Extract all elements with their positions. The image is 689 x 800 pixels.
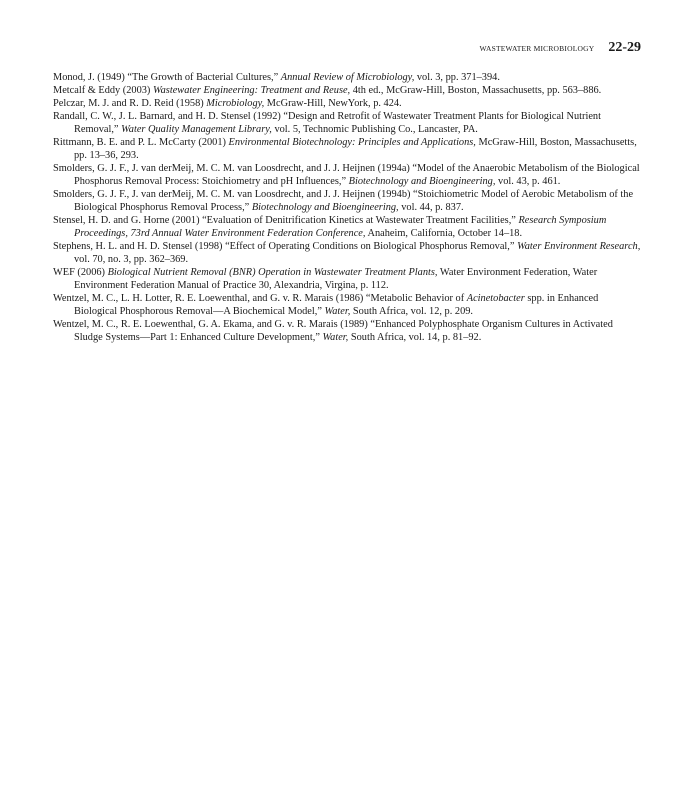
reference-text: Wentzel, M. C., R. E. Loewenthal, G. A. Ekama, and G. v. R. Marais (1989) “Enhanced Polyphosphate Organism Cultures in Activated Sludge Systems—Part 1: Enhanced Culture Development,” <box>53 319 613 343</box>
reference-italic-text: Water, <box>324 306 351 317</box>
reference-italic-text: Microbiology, <box>206 98 265 109</box>
reference-italic-text: Water, <box>322 332 349 343</box>
reference-text: vol. 43, p. 461. <box>495 176 561 187</box>
page-number: 22-29 <box>608 40 641 55</box>
reference-text: 4th ed., McGraw-Hill, Boston, Massachusetts, pp. 563–886. <box>350 85 602 96</box>
reference-italic-text: Annual Review of Microbiology, <box>280 72 415 83</box>
reference-italic-text: Wastewater Engineering: Treatment and Reuse, <box>152 85 351 96</box>
reference-text: South Africa, vol. 14, p. 81–92. <box>348 332 482 343</box>
reference-text: Stensel, H. D. and G. Horne (2001) “Evaluation of Denitrification Kinetics at Wastewater Treatment Facilities,” <box>53 215 519 226</box>
reference-text: Anaheim, California, October 14–18. <box>365 228 523 239</box>
reference-entry <box>53 136 643 162</box>
reference-text: Smolders, G. J. F., J. van derMeij, M. C. M. van Loosdrecht, and J. J. Heijnen (1994b) “Stoichiometric Model of Aerobic Metabolism of the Biological Phosphorus Removal Process,” <box>53 189 634 213</box>
reference-entry <box>53 292 643 318</box>
reference-italic-text: Biotechnology and Bioengineering, <box>251 202 399 213</box>
reference-entry <box>53 318 643 344</box>
reference-entry <box>53 110 643 136</box>
running-head: WASTEWATER MICROBIOLOGY <box>479 44 595 53</box>
reference-list <box>53 71 643 344</box>
reference-italic-text: Water Quality Management Library, <box>121 124 272 135</box>
reference-text: South Africa, vol. 12, p. 209. <box>350 306 473 317</box>
reference-text: spp. in Enhanced Biological Phosphorous Removal—A Biochemical Model,” <box>74 293 599 317</box>
reference-text: Stephens, H. L. and H. D. Stensel (1998) “Effect of Operating Conditions on Biological Phosphorus Removal,” <box>53 241 518 252</box>
reference-entry <box>53 97 643 110</box>
reference-entry <box>53 188 643 214</box>
reference-text: Monod, J. (1949) “The Growth of Bacterial Cultures,” <box>53 72 281 83</box>
reference-text: Wentzel, M. C., L. H. Lotter, R. E. Loewenthal, and G. v. R. Marais (1986) “Metabolic Behavior of <box>53 293 467 304</box>
reference-italic-text: Biological Nutrient Removal (BNR) Operation in Wastewater Treatment Plants, <box>107 267 438 278</box>
reference-text: McGraw-Hill, Boston, Massachusetts, pp. 13–36, 293. <box>74 137 637 161</box>
reference-text: Water Environment Federation, Water Environment Federation Manual of Practice 30, Alexandria, Virgina, p. 112. <box>74 267 598 291</box>
reference-entry <box>53 84 643 97</box>
reference-text: vol. 3, pp. 371–394. <box>414 72 500 83</box>
reference-italic-text: Biotechnology and Bioengineering, <box>348 176 496 187</box>
reference-italic-text: Environmental Biotechnology: Principles and Applications, <box>228 137 476 148</box>
reference-text: McGraw-Hill, NewYork, p. 424. <box>264 98 402 109</box>
reference-text: Randall, C. W., J. L. Barnard, and H. D. Stensel (1992) “Design and Retrofit of Wastewater Treatment Plants for Biological Nutrient Removal,” <box>53 111 601 135</box>
page-header <box>480 40 641 56</box>
reference-text: Metcalf & Eddy (2003) <box>53 85 153 96</box>
reference-italic-text: Acinetobacter <box>466 293 525 304</box>
reference-entry <box>53 162 643 188</box>
reference-text: vol. 44, p. 837. <box>398 202 464 213</box>
reference-entry <box>53 266 643 292</box>
reference-text: Smolders, G. J. F., J. van derMeij, M. C. M. van Loosdrecht, and J. J. Heijnen (1994a) “Model of the Anaerobic Metabolism of the Biological Phosphorus Removal Process: Stoichiometry and pH Influences,” <box>53 163 640 187</box>
reference-text: WEF (2006) <box>53 267 108 278</box>
reference-text: Pelczar, M. J. and R. D. Reid (1958) <box>53 98 207 109</box>
reference-italic-text: Water Environment Research, <box>517 241 641 252</box>
reference-entry <box>53 240 643 266</box>
reference-italic-text: Research Symposium Proceedings, 73rd Annual Water Environment Federation Conference, <box>74 215 607 239</box>
reference-entry <box>53 71 643 84</box>
reference-text: vol. 70, no. 3, pp. 362–369. <box>74 254 189 265</box>
reference-entry <box>53 214 643 240</box>
reference-text: Rittmann, B. E. and P. L. McCarty (2001) <box>53 137 229 148</box>
reference-text: vol. 5, Technomic Publishing Co., Lancaster, PA. <box>271 124 478 135</box>
